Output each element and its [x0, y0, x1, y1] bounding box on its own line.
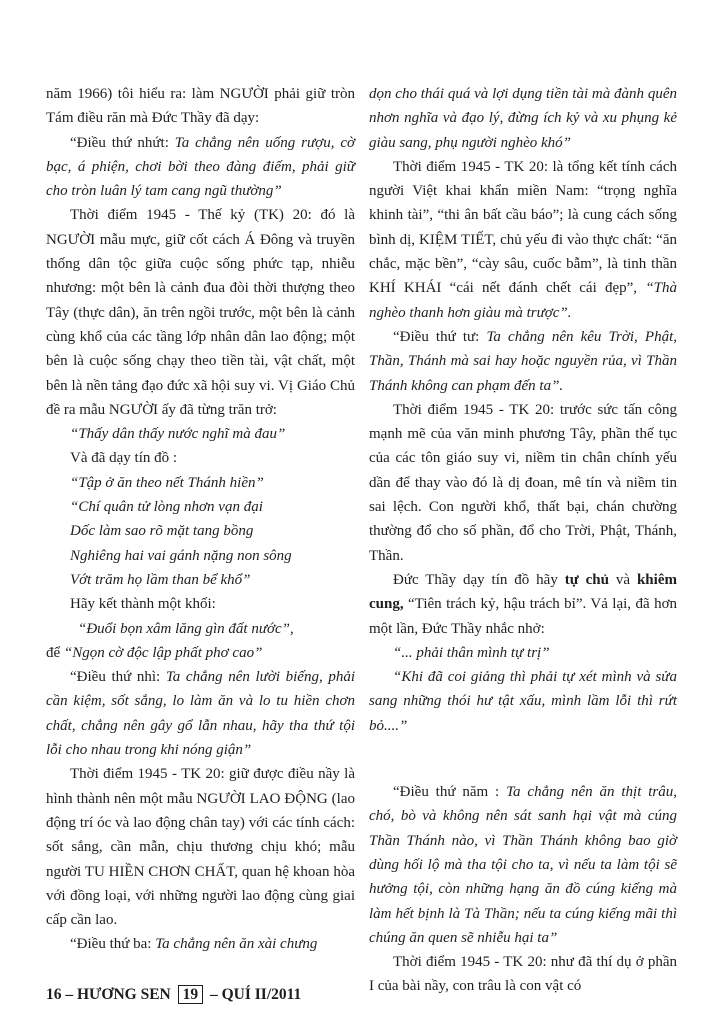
text-run: Hãy kết thành một khối:	[70, 596, 216, 613]
verse-line	[46, 422, 355, 446]
paragraph-gap	[369, 738, 677, 780]
paragraph-rule-3-start	[46, 932, 355, 956]
quote-paragraph	[369, 665, 677, 738]
text-run: để	[46, 644, 64, 661]
page-footer	[46, 985, 301, 1004]
text-run: Nghiêng hai vai gánh nặng non sông	[70, 547, 292, 564]
text-run: “Tập ở ăn theo nết Thánh hiền”	[70, 474, 264, 491]
verse-line	[46, 617, 355, 641]
text-run: Ta chẳng nên ăn thịt trâu, chó, bò và không nên sát sanh hại vật mà cúng Thần Thánh nào, vì Thần Thánh không bao giờ dùng hối lộ mà tha tội cho ta, vì nếu ta làm tội sẽ hưởng tội, còn những hạng ăn đồ cúng kiếng mà làm hết bịnh là Tà Thần; nếu ta cúng kiếng mãi thì chúng ăn quen sẽ nhiễu hại ta”	[369, 784, 677, 946]
paragraph-line	[46, 592, 355, 616]
left-column	[46, 82, 355, 957]
magazine-title: HƯƠNG SEN	[77, 986, 171, 1003]
text-run: “Ngọn cờ độc lập phất phơ cao”	[63, 644, 263, 661]
text-run: “Điều thứ năm :	[393, 784, 507, 801]
text-run: “Thấy dân thấy nước nghĩ mà đau”	[70, 426, 286, 443]
paragraph-rule-4-commentary	[369, 398, 677, 568]
paragraph-rule-3-end	[369, 82, 677, 155]
text-run: Dốc làm sao rõ mặt tang bồng	[70, 523, 254, 540]
footer-separator: –	[65, 986, 74, 1003]
paragraph-rule-4	[369, 325, 677, 398]
text-run: Ta chẳng nên kêu Trời, Phật, Thần, Thánh mà sai hay hoặc nguyền rủa, vì Thần Thánh không can phạm đến ta”.	[369, 328, 678, 394]
paragraph-rule-1	[46, 131, 355, 204]
paragraph-rule-5	[369, 780, 677, 950]
paragraph-rule-3-commentary	[369, 155, 677, 325]
text-run: Và đã dạy tín đồ :	[70, 450, 178, 467]
text-run: Thời điểm 1945 - TK 20: trước sức tấn công mạnh mẽ của văn minh phương Tây, phần thế tục của các tôn giáo suy vi, niềm tin chân chính yếu dần để thay vào đó là dị đoan, mê tín và niềm tin sai lệch. Con người khổ, thất bại, chán chường thường đổ cho số phần, đổ cho Trời, Phật, Thánh, Thần.	[369, 401, 677, 564]
paragraph-rule-5-commentary	[369, 950, 677, 999]
text-run: Thời điểm 1945 - TK 20: như đã thí dụ ở phần I của bài nầy, con trâu là con vật có	[369, 954, 677, 995]
text-run: Ta chẳng nên lười biếng, phải cần kiệm, sốt sắng, lo làm ăn và lo tu hiền chơn chất, chẳng nên gây gổ lẫn nhau, hãy tha thứ tội lỗi cho nhau trong khi nóng giận”	[46, 669, 355, 759]
text-run: Vớt trăm họ lầm than bể khổ”	[70, 571, 251, 588]
text-run: “Điều thứ nhì:	[70, 669, 166, 686]
text-run: và	[609, 571, 637, 588]
text-run: “Điều thứ tư:	[393, 328, 487, 345]
verse-line	[46, 641, 355, 665]
verse-line	[46, 495, 355, 519]
text-run: Thời điểm 1945 - TK 20: là tổng kết tính cách người Việt khai khẩn miền Nam: “trọng nghĩa khinh tài”, “thi ân bất cầu báo”; là cung cách sống bình dị, KIỆM TIẾT, chủ yếu đi vào thực chất: “ăn chắc, mặc bền”, “cày sâu, cuốc bẫm”, là tinh thần KHÍ KHÁI “cái nết đánh chết cái đẹp”,	[369, 158, 677, 297]
text-run: “Đuổi bọn xâm lăng gìn đất nước”,	[78, 620, 294, 637]
verse-line	[46, 544, 355, 568]
paragraph-line	[46, 446, 355, 470]
text-run: Đức Thầy dạy tín đồ hãy	[393, 571, 565, 588]
paragraph-rule-2-commentary	[46, 762, 355, 932]
text-run: Ta chẳng nên ăn xài chưng	[155, 936, 318, 953]
text-run: “... phải thân mình tự trị”	[393, 644, 550, 661]
paragraph-self-control	[369, 568, 677, 641]
text-run: năm 1966) tôi hiểu ra: làm NGƯỜI phải giữ tròn Tám điều răn mà Đức Thầy đã dạy:	[46, 86, 355, 127]
text-run: dọn cho thái quá và lợi dụng tiền tài mà đành quên nhơn nghĩa và đạo lý, đừng ích kỷ và xu phụng kẻ giàu sang, phụ người nghèo khó”	[369, 86, 677, 151]
text-run: “Chí quân tử lòng nhơn vạn đại	[70, 499, 263, 516]
text-run: “Điều thứ nhứt:	[70, 134, 175, 151]
text-run: Ta chẳng nên uống rượu, cờ bạc, á phiện, chơi bời theo đàng điếm, phải giữ cho tròn luân lý tam cang ngũ thường”	[46, 134, 356, 200]
quote-line	[369, 641, 677, 665]
text-run: “Tiên trách kỷ, hậu trách bỉ”. Vả lại, đã hơn một lần, Đức Thầy nhắc nhở:	[369, 596, 677, 637]
text-run: khiêm cung,	[369, 571, 677, 613]
issue-number-badge: 19	[178, 985, 204, 1004]
paragraph-rule-1-commentary	[46, 203, 355, 422]
text-run: “Khi đã coi giảng thì phải tự xét mình và sửa sang những thói hư tật xấu, mình lầm lỗi thì rứt bỏ....”	[369, 669, 677, 734]
verse-line	[46, 519, 355, 543]
paragraph-rule-2	[46, 665, 355, 762]
right-column	[369, 82, 677, 999]
quarter-label: – QUÍ II/2011	[209, 986, 302, 1003]
text-run: “Điều thứ ba:	[70, 936, 156, 953]
verse-line	[46, 471, 355, 495]
text-run: tự chủ	[564, 571, 609, 588]
page-number: 16	[46, 986, 62, 1003]
verse-line	[46, 568, 355, 592]
text-run: Thời điểm 1945 - TK 20: giữ được điều nầy là hình thành nên một mẫu NGƯỜI LAO ĐỘNG (lao động trí óc và lao động chân tay) với các tính cách: sốt sắng, cần mẫn, chịu thương chịu khó; mẫu người TU HIỀN CHƠN CHẤT, quan hệ khoan hòa với đồng loại, với những người lao động cùng giai cấp cần lao.	[46, 766, 355, 929]
text-run: Thời điểm 1945 - Thế kỷ (TK) 20: đó là NGƯỜI mẫu mực, giữ cốt cách Á Đông và truyền thống dân tộc giữa cuộc sống phức tạp, nhiễu nhương: một bên là cảnh đua đòi thời thượng theo Tây (thực dân), ăn trên ngồi trước, một bên là cảnh cùng khổ của các tầng lớp nhân dân lao động; một bên là cuộc sống chạy theo tiền tài, vật chất, một bên là nền tảng đạo đức xã hội suy vi. Vị Giáo Chủ đề ra mẫu NGƯỜI ấy đã từng trăn trở:	[46, 207, 355, 418]
paragraph-intro	[46, 82, 355, 131]
text-run: “Thà nghèo thanh hơn giàu mà trược”.	[369, 280, 677, 321]
